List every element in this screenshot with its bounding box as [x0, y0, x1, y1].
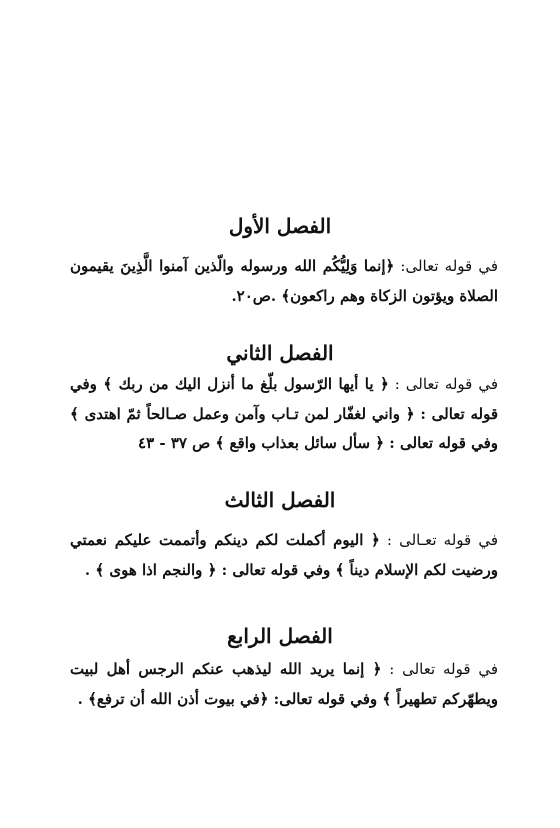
chapter-3-intro: في قوله تعـالى : [379, 531, 498, 549]
chapter-4-intro: في قوله تعالى : [381, 660, 498, 678]
chapter-2-body: ﴿ يا أيها الرّسول بلّغ ما أنزل اليك من ربك ﴾ وفي قوله تعالى : ﴿ واني لغفّار لمن تـاب وآمن وعمل صـالحاً ثمّ اهتدى ﴾ وفي قوله تعالى : ﴿ سأل سائل بعذاب واقع ﴾ ص ٣٧ - ٤٣ [70, 375, 498, 452]
chapter-2-paragraph [70, 370, 498, 459]
chapter-2-title: الفصل الثاني [226, 341, 334, 365]
chapter-2-intro: في قوله تعالى : [388, 375, 499, 393]
chapter-4-title: الفصل الرابع [227, 624, 333, 648]
chapter-3-paragraph [70, 526, 498, 585]
chapter-3-title: الفصل الثالث [224, 488, 336, 512]
chapter-3-body: ﴿ اليوم أكملت لكم دينكم وأتممت عليكم نعمتي ورضيت لكم الإسلام ديناً ﴾ وفي قوله تعالى : ﴿ والنجم اذا هوى ﴾ . [70, 531, 498, 579]
chapter-4-body: ﴿ إنما يريد الله ليذهب عنكم الرجس أهل لبيت ويطهّركم تطهيراً ﴾ وفي قوله تعالى: ﴿في بيوت أذن الله أن ترفع﴾ . [70, 660, 498, 708]
chapter-1-title: الفصل الأول [228, 214, 332, 238]
chapter-1-intro: في قوله تعالى: [394, 257, 498, 275]
chapter-1-body: ﴿إنما وَلِيُّكُم الله ورسوله والّذين آمنوا الَّذِينَ يقيمون الصلاة ويؤتون الزكاة وهم راكعون﴾ .ص۲۰. [70, 257, 498, 305]
chapter-1-paragraph [70, 252, 498, 311]
chapter-4-paragraph [70, 655, 498, 714]
